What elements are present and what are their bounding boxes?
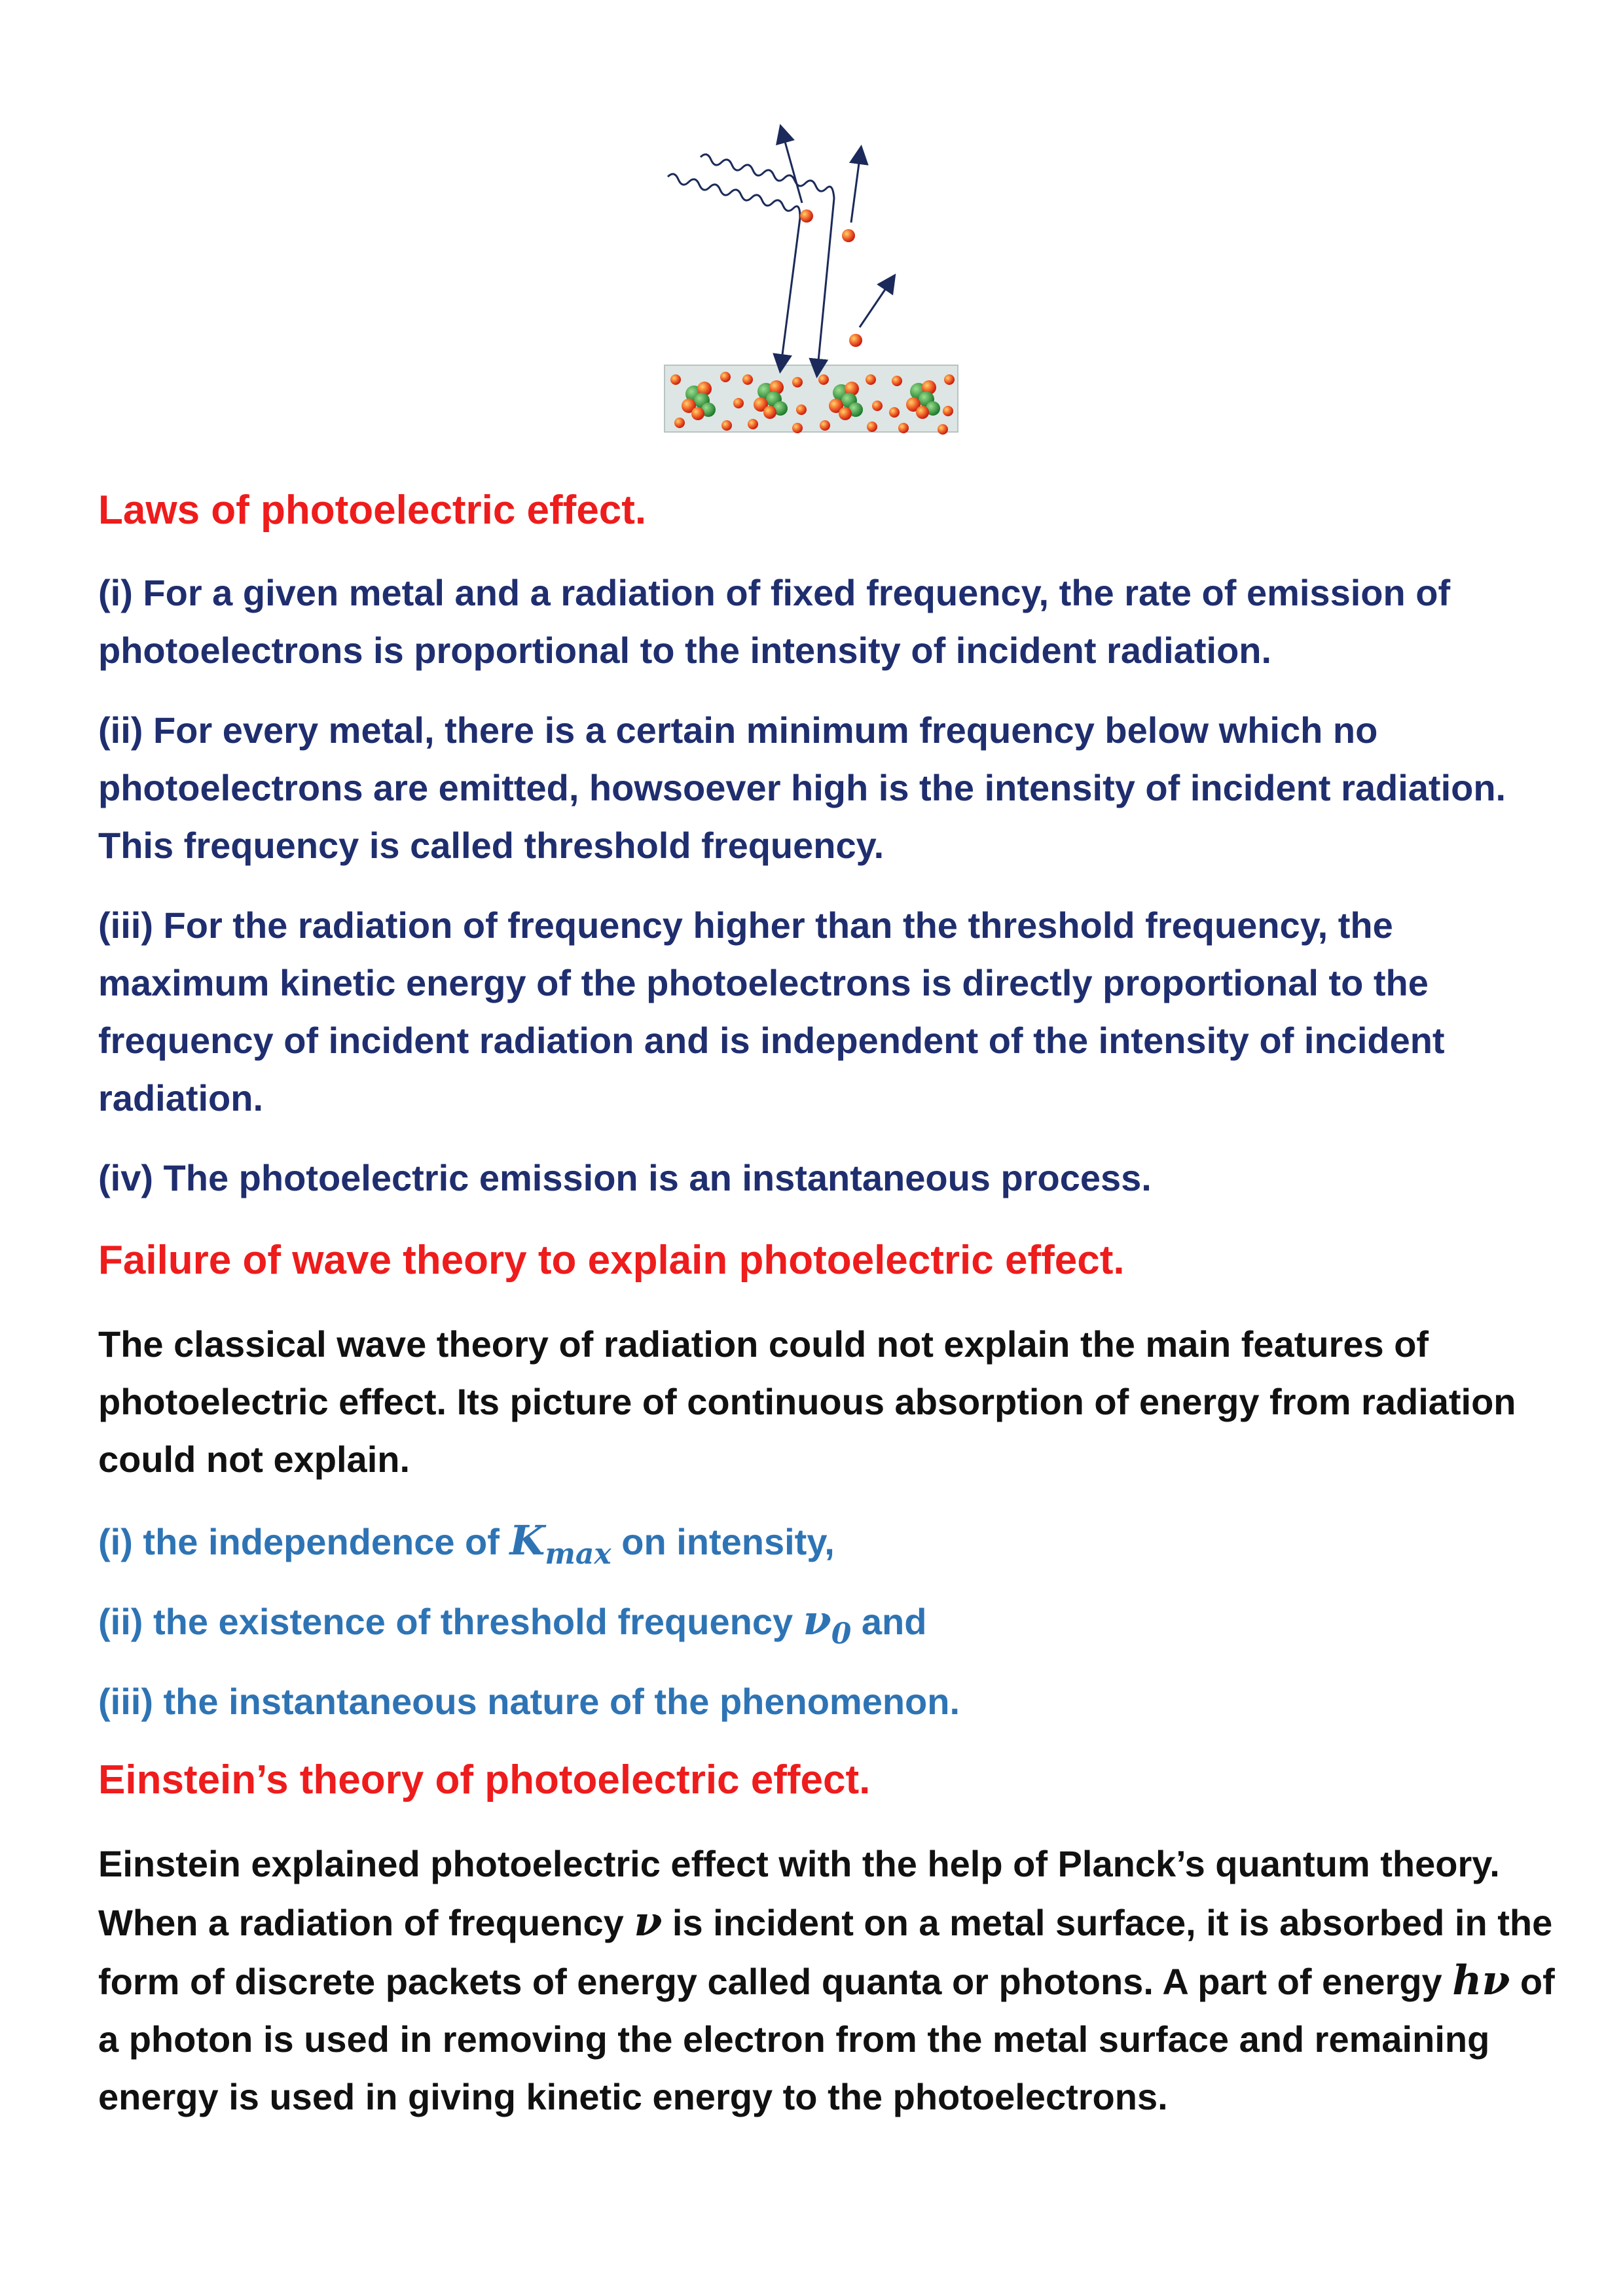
law-item-1: (i) For a given metal and a radiation of fixed frequency, the rate of emission of photoelectrons is proportional to the intensity of incident radiation. [98,572,1451,671]
k-max-symbol [509,1516,611,1571]
h-nu-symbol: hν [1452,1956,1510,2004]
photoelectric-figure [661,118,969,439]
photon-wave-icon [701,154,834,374]
einstein-heading: Einstein’s theory of photoelectric effect. [98,1757,871,1803]
einstein-text-b: is incident on a metal surface, it is absorbed in the form of discrete packets of energy called quanta or photons. A part of energy [98,1902,1553,2002]
einstein-paragraph [98,1835,1558,2126]
emission-arrow [781,128,802,203]
emission-arrow [851,149,861,223]
nu-zero-symbol [803,1596,852,1651]
law-item-4: (iv) The photoelectric emission is an instantaneous process. [98,1157,1152,1198]
failure-point-2 [98,1592,1558,1654]
emission-arrow [860,277,894,327]
k-symbol: K [509,1516,545,1564]
failure-point-2-pre: (ii) the existence of threshold frequency [98,1601,803,1642]
law-item-3: (iii) For the radiation of frequency higher than the threshold frequency, the maximum kinetic energy of the photoelectrons is directly proportional to the frequency of incident radiation and is independent of the intensity of incident radiation. [98,905,1445,1119]
electron-icon [842,229,855,242]
nu-symbol: ν [634,1897,663,1945]
failure-heading: Failure of wave theory to explain photoelectric effect. [98,1238,1125,1283]
einstein-text-c: of a photon is used in removing the electron from the metal surface and remaining energy is used in giving kinetic energy to the photoelectrons. [98,1961,1555,2117]
electron-icon [800,209,813,223]
laws-heading: Laws of photoelectric effect. [98,488,647,533]
photon-wave-icon [668,174,800,370]
law-item-2: (ii) For every metal, there is a certain minimum frequency below which no photoelectrons are emitted, howsoever high is the intensity of incident radiation. This frequency is called threshold frequency. [98,709,1506,866]
failure-point-1-pre: (i) the independence of [98,1521,510,1562]
einstein-text-a: Einstein explained photoelectric effect with the help of Planck’s quantum theory. When a radiation of frequency [98,1843,1500,1943]
zero-subscript: 0 [831,1617,852,1651]
failure-intro: The classical wave theory of radiation could not explain the main features of photoelectric effect. Its picture of continuous absorption of energy from radiation could not explain. [98,1323,1516,1480]
failure-point-2-post: and [851,1601,927,1642]
max-subscript: max [545,1537,611,1571]
nu-symbol: ν [803,1596,831,1644]
failure-point-3: (iii) the instantaneous nature of the phenomenon. [98,1681,960,1722]
electron-icon [849,334,862,347]
failure-point-1-post: on intensity, [611,1521,835,1562]
failure-point-1 [98,1512,1558,1574]
photoelectric-diagram [661,118,969,439]
